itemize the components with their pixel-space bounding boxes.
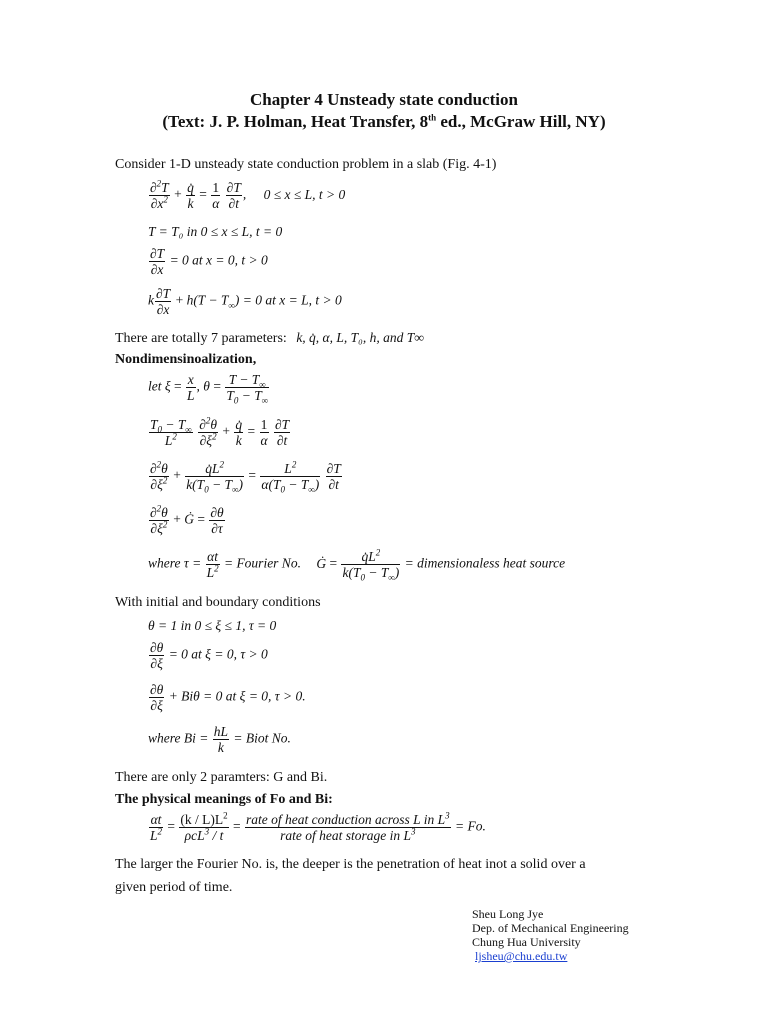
nondim-eq-3: $\frac{\partial^2\theta}{\partial\xi^2}$ + Ġ = $\frac{\partial\theta}{\partial\tau}$ — [150, 503, 224, 536]
intro-text: Consider 1-D unsteady state conduction problem in a slab (Fig. 4-1) — [115, 157, 497, 172]
nd-boundary-condition-2: $\frac{\partial\theta}{\partial\xi}$ + Biθ = 0 at ξ = 0, τ > 0. — [150, 682, 306, 713]
nondim-heading: Nondimensinoalization, — [115, 352, 257, 367]
let-label: let — [148, 378, 162, 394]
params-list: k, q̇, α, L, T₀, h, and T∞ — [296, 330, 424, 345]
physical-heading: The physical meanings of Fo and Bi: — [115, 792, 333, 807]
params-text: There are totally 7 parameters: — [115, 331, 287, 346]
boundary-condition-1: $\frac{\partial T}{\partial x}$ = 0 at x = 0, t > 0 — [150, 246, 268, 277]
title-line-2-sup: th — [428, 112, 437, 123]
title-line-2 — [0, 112, 768, 132]
params-line — [115, 330, 424, 347]
initial-condition: T = T₀ in 0 ≤ x ≤ L, t = 0 — [148, 224, 283, 239]
nondim-variables: let ξ = $\frac{x}{L}$ , θ = $\frac{T - T_\infty}{T_0 - T_\infty}$ — [148, 372, 269, 406]
nd-boundary-condition-1: $\frac{\partial\theta}{\partial\xi}$ = 0 at ξ = 0, τ > 0 — [150, 640, 268, 671]
fo-label: = Fo. — [455, 818, 486, 834]
definitions-line: where τ = $\frac{\alpha t}{L^2}$ = Fourier No. Ġ = $\frac{q̇L^2}{k(T_0 - T_\infty)}$ = dimensionaless heat source — [148, 547, 566, 583]
ibc-text: With initial and boundary conditions — [115, 595, 321, 610]
author-dept: Dep. of Mechanical Engineering — [472, 921, 629, 935]
boundary-condition-2: k $\frac{\partial T}{\partial x}$ + $h(T - T_\infty) = 0$ at x = L, t > 0 — [148, 286, 342, 317]
nondim-eq-1: $\frac{T_0 - T_\infty}{L^2}$ $\frac{\partial^2\theta}{\partial\xi^2}$ + $\frac{q̇}{k}$ = $\frac{1}{\alpha}$ $\frac{\partial T}{\partial t}$ — [150, 415, 290, 448]
rate-storage-label: rate of heat storage in L — [280, 828, 412, 843]
title-line-2-pre: (Text: J. P. Holman, Heat Transfer, 8 — [162, 112, 429, 131]
signature-block — [472, 907, 629, 963]
author-university: Chung Hua University — [472, 935, 581, 949]
biot-definition: where Bi = $\frac{hL}{k}$ = Biot No. — [148, 724, 291, 755]
nd-bc1-tail: = 0 at ξ = 0, τ > 0 — [168, 646, 268, 662]
where-tau-label: where τ = — [148, 555, 202, 571]
bc2-tail: = 0 at x = L, t > 0 — [242, 292, 342, 308]
bc1-tail: = 0 at x = 0, t > 0 — [169, 252, 268, 268]
rate-conduction-label: rate of heat conduction across L in L — [246, 812, 446, 827]
title-line-2-post: ed., McGraw Hill, NY) — [436, 112, 606, 131]
fourier-no-label: = Fourier No. — [223, 555, 301, 571]
range-1: 0 ≤ x ≤ L, t > 0 — [263, 186, 346, 202]
fourier-sentence-2: given period of time. — [115, 880, 233, 895]
two-params-text: There are only 2 paramters: G and Bi. — [115, 770, 328, 785]
email-link[interactable]: ljsheu@chu.edu.tw — [475, 949, 568, 963]
nd-initial-condition: θ = 1 in 0 ≤ ξ ≤ 1, τ = 0 — [148, 618, 277, 633]
governing-equation: $\frac{\partial^2T}{\partial x^2}$ + $\frac{q̇}{k}$ = $\frac{1}{\alpha}$ $\frac{\partial T}{\partial t}$ , 0 ≤ x ≤ L, t > 0 — [150, 178, 346, 211]
fourier-sentence-1: The larger the Fourier No. is, the deeper is the penetration of heat inot a solid over a — [115, 857, 586, 872]
nd-bc2-tail: + Biθ = 0 at ξ = 0, τ > 0. — [168, 688, 306, 704]
where-bi-label: where Bi = — [148, 730, 209, 746]
title-line-1: Chapter 4 Unsteady state conduction — [250, 90, 518, 109]
author-name: Sheu Long Jye — [472, 907, 544, 921]
heat-source-label: = dimensionaless heat source — [404, 555, 566, 571]
biot-no-label: = Biot No. — [233, 730, 291, 746]
nondim-eq-2: $\frac{\partial^2\theta}{\partial\xi^2}$ + $\frac{q̇L^2}{k(T_0 - T_\infty)}$ = $\frac{L^2}{\alpha(T_0 - T_\infty)}$ $\frac{\partial T}{\partial t}$ — [150, 459, 341, 495]
physical-meaning-equation: $\frac{\alpha t}{L^2}$ = $\frac{(k / L)L^2}{\rho cL^3 / t}$ = $\frac{rate of heat conduction across L in L^3}{rate of heat storage in L^3}$ = Fo. — [150, 810, 486, 843]
